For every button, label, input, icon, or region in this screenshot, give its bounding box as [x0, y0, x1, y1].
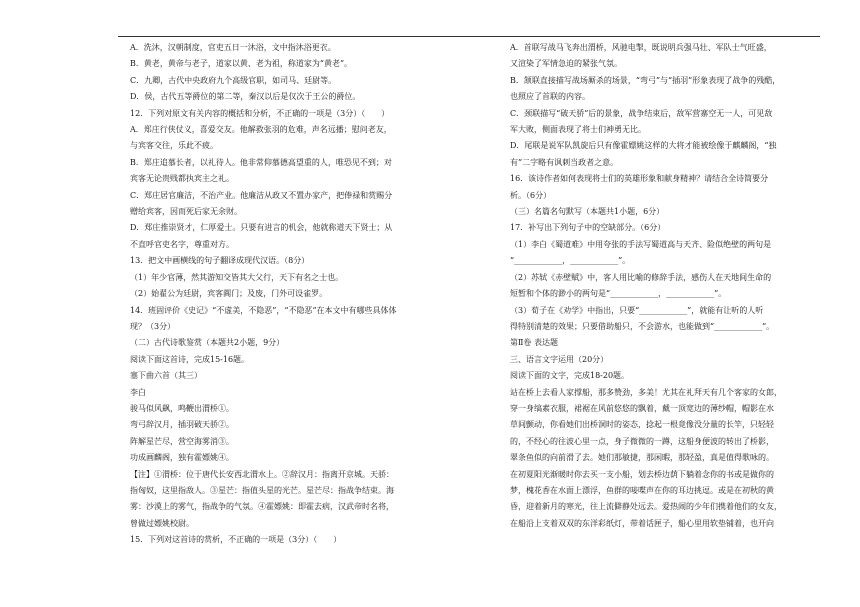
text-line: C．郑庄居官廉洁，不治产业。他廉洁从政又不置办家产，把俸禄和赏赐分: [130, 190, 393, 200]
text-line: A．洗沐，汉朝制度，官吏五日一沐浴，文中指沐浴更衣。: [130, 43, 336, 52]
passage-line: 穿一身缟素衣服，裙裾在风前悠悠的飘着，戴一顶宽边的薄纱帽，帽影在水: [510, 403, 774, 413]
section-heading: （二）古代诗歌鉴赏（本题共2小题，9分）: [130, 338, 285, 348]
poem-title: 塞下曲六首（其三）: [130, 371, 202, 381]
section-heading: 三、语言文字运用（20分）: [510, 354, 609, 364]
text-line: （1）李白《蜀道难》中用夸张的手法写蜀道高与天齐、险似绝壁的两句是: [510, 239, 772, 249]
text-line: D．尾联是说军队凯旋后只有像霍嫖姚这样的大将才能被绘像于麒麟阁，“独: [510, 141, 777, 151]
text-line: 军大败，侧面表现了将士们神勇无比。: [510, 125, 646, 135]
question-17: 17．补写出下列句子中的空缺部分。（6分）: [510, 223, 666, 233]
part-heading: 第Ⅱ卷 表达题: [510, 338, 558, 348]
text-line: 与宾客交往，乐此不疲。: [130, 141, 218, 151]
poem-author: 李白: [130, 387, 146, 397]
fill-blank-line: “____________，____________”。: [510, 256, 631, 266]
text-line: A．首联写战马飞奔出渭桥，风驰电掣，既说明兵强马壮、军队士气旺盛，: [510, 43, 772, 52]
fill-blank-line: 短暂和个体的渺小的两句是“____________，____________”。: [510, 289, 727, 299]
question-16: 16．该诗作者如何表现将士们的英雄形象和献身精神？请结合全诗简要分: [510, 174, 769, 184]
text-line: （2）始翟公为廷尉，宾客阗门；及废，门外可设雀罗。: [130, 289, 328, 299]
question-13: 13．把文中画横线的句子翻译成现代汉语。（8分）: [130, 256, 310, 266]
header-rule: [118, 36, 820, 37]
text-line: 不直呼官吏名字，尊重对方。: [130, 239, 234, 249]
text-line: （2）苏轼《赤壁赋》中，客人用比喻的修辞手法，感伤人在天地间生命的: [510, 272, 772, 282]
text-line: 又渲染了军情急迫的紧张气氛。: [510, 59, 622, 69]
passage-line: 站在桥上去看人家撑船，那多赞劲，多美！尤其在礼拜天有几个客家的女郎，: [510, 387, 782, 397]
text-line: A．郑庄行侠仗义，喜爱交友。他解救张羽的危难，声名远播；慰问老友，: [130, 125, 392, 135]
text-line: 宾客无论贵贱都执宾主之礼。: [130, 174, 234, 184]
passage-line: 在船沿上支着双双的东洋彩纸灯，带着话匣子，船心里用软垫铺着，也开向: [510, 518, 774, 528]
text-line: C．九卿，古代中央政府九个高级官职，如司马、廷尉等。: [130, 75, 337, 85]
passage-line: 翠条鱼似的向前滑了去。她们那敏捷，那闲暇，那轻盈，真是值得歌咏的。: [510, 453, 774, 463]
note-line: 【注】①渭桥：位于唐代长安西北渭水上。②辞汉月：指离开京城。天骄：: [130, 469, 394, 479]
text-line: 阅读下面这首诗，完成15-16题。: [130, 354, 250, 364]
text-line: 现？（3分）: [130, 321, 176, 331]
passage-line: 在初夏阳光渐暖时你去买一支小船，划去桥边荫下躺着念你的书或是做你的: [510, 469, 774, 479]
text-line: 阅读下面的文字，完成18-20题。: [510, 371, 630, 381]
text-line: B．颔联直接描写战场厮杀的场景，“弯弓”与“插羽”形象表现了战争的残酷，: [510, 75, 781, 85]
note-line: 指匈奴，这里指敌人。③星芒：指值头星的光芒。星芒尽：指战争结束。海: [130, 485, 394, 495]
right-column: [510, 40, 818, 532]
text-line: 有”二字略有讽刺当政者之意。: [510, 157, 619, 167]
question-15: 15．下列对这首诗的赏析，不正确的一项是（3分）（ ）: [130, 535, 342, 545]
note-line: 雾：沙漠上的雾气，指战争的气氛。④霍嫖姚：即霍去病，汉武帝时名将，: [130, 502, 394, 512]
poem-line: 骏马似风飙，鸣鞭出渭桥①。: [130, 403, 234, 413]
section-heading: （三）名篇名句默写（本题共1小题，6分）: [510, 207, 665, 217]
text-line: 也照应了首联的内容。: [510, 92, 590, 102]
text-line: B．郑庄追慕长者，以礼待人。他非常仰慕德高望重的人，唯恐见不到；对: [130, 157, 392, 167]
text-line: 析。（6分）: [510, 190, 552, 200]
poem-line: 功成画麟阁，独有霍嫖姚④。: [130, 453, 234, 463]
passage-line: 梦，槐花香在水面上漂浮，鱼群的唼喋声在你的耳边挑逗。或是在初秋的黄: [510, 485, 774, 495]
fill-blank-line: 得特别清楚的效果；只要借助船只，不会游水，也能做到“____________”。: [510, 321, 775, 331]
text-line: 赠给宾客，因而死后家无余财。: [130, 207, 242, 217]
note-line: 曾做过嫖姚校尉。: [130, 518, 194, 528]
text-line: （1）年少官薄，然其游知交皆其大父行，天下有名之士也。: [130, 272, 344, 282]
poem-line: 阵解星芒尽，营空海雾消③。: [130, 436, 234, 446]
text-line: D．侯，古代五等爵位的第二等，秦汉以后是仅次于王公的爵位。: [130, 92, 361, 102]
fill-blank-line: （3）荀子在《劝学》中指出，只要“____________”，就能有让听的人听: [510, 305, 764, 315]
passage-line: 昏，迎着新月的寒光，往上流僻静处远去。爱热闹的少年们携着他们的女友，: [510, 502, 782, 512]
question-14: 14．班固评价《史记》“不虚美，不隐恶”，“不隐恶”在本文中有哪些具体体: [130, 305, 397, 315]
question-12: 12．下列对原文有关内容的概括和分析，不正确的一项是（3分）（ ）: [130, 108, 390, 118]
poem-line: 弯弓辞汉月，插羽破天骄②。: [130, 420, 234, 430]
text-line: C．颈联描写“破天骄”后的景象，战争结束后，敌军营寨空无一人，可见敌: [510, 108, 773, 118]
text-line: B．黄老，黄帝与老子，道家以黄、老为祖，称道家为“黄老”。: [130, 59, 353, 69]
passage-line: 草间颤动，你看她们出桥洞时的姿态，捻起一根竟像没分量的长竿，只轻轻: [510, 420, 774, 430]
passage-line: 的，不经心的往波心里一点，身子微微的一蹲，这船身便波的转出了桥影，: [510, 436, 774, 446]
text-line: D．郑庄推崇贤才，仁厚爱士。只要有进言的机会，他就称道天下贤士；从: [130, 223, 393, 233]
left-column: [130, 40, 430, 549]
